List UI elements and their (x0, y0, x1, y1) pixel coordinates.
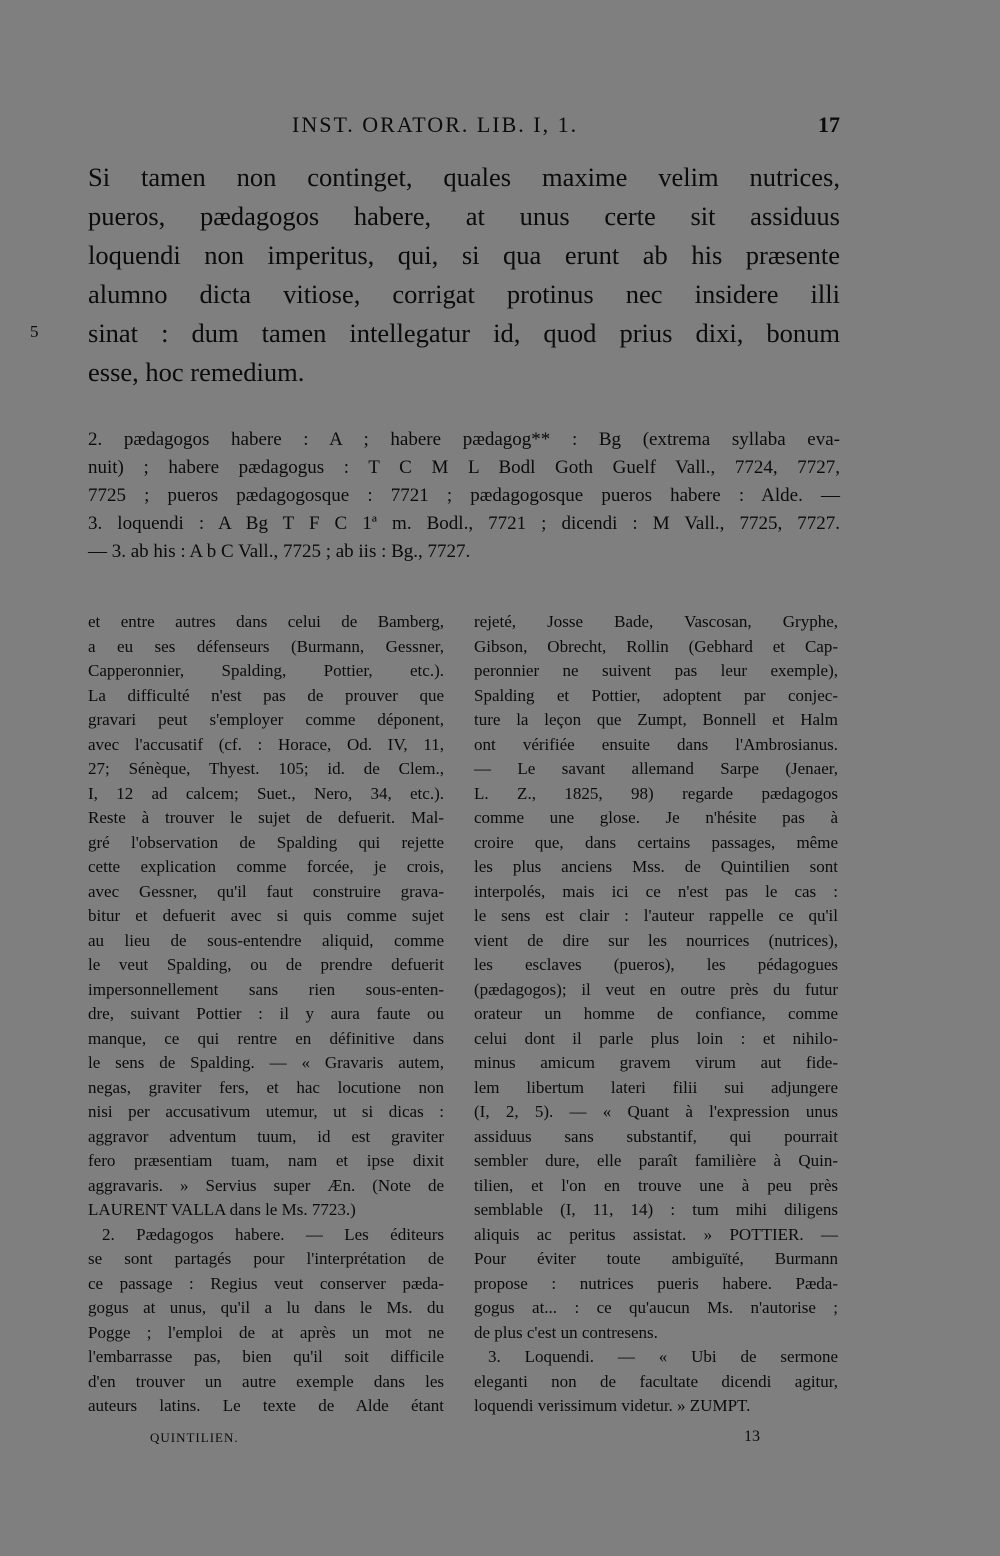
note-line: nisi per accusativum utemur, ut si dicas : (88, 1102, 444, 1121)
note-line: dre, suivant Pottier : il y aura faute ou (88, 1004, 444, 1023)
note-line: les esclaves (pueros), les pédagogues (474, 955, 838, 974)
note-line: impersonnellement sans rien sous-enten- (88, 979, 444, 999)
text-line: sinat : dum tamen intellegatur id, quod prius dixi, bonum (88, 318, 840, 348)
note-line: sembler dure, elle paraît familière à Quin- (474, 1151, 838, 1170)
note-line: ont vérifiée ensuite dans l'Ambrosianus. (474, 734, 838, 754)
page-number: 17 (818, 112, 840, 137)
note-line: aggravaris. » Servius super Æn. (Note de (88, 1175, 444, 1195)
apparatus-line: 3. loquendi : A Bg T F C 1ª m. Bodl., 7721 ; dicendi : M Vall., 7725, 7727. (88, 513, 840, 534)
note-line: (I, 2, 5). — « Quant à l'expression unus (474, 1102, 838, 1121)
note-line: gogus at... : ce qu'aucun Ms. n'autorise ; (474, 1298, 838, 1317)
critical-apparatus (88, 426, 840, 566)
note-line: ce passage : Regius veut conserver pæda- (88, 1273, 444, 1293)
note-line: celui dont il parle plus loin : et nihilo- (474, 1028, 838, 1048)
note-line: vient de dire sur les nourrices (nutrices), (474, 930, 838, 950)
note-line: eleganti non de facultate dicendi agitur, (474, 1371, 838, 1391)
note-line: rejeté, Josse Bade, Vascosan, Gryphe, (474, 612, 838, 631)
note-line: orateur un homme de confiance, comme (474, 1004, 838, 1023)
text-line: alumno dicta vitiose, corrigat protinus nec insidere illi (88, 279, 840, 309)
note-line: peronnier ne suivent pas leur exemple), (474, 661, 838, 680)
apparatus-line: nuit) ; habere pædagogus : T C M L Bodl Goth Guelf Vall., 7724, 7727, (88, 457, 840, 478)
note-line: tilien, et l'on en trouve une à peu près (474, 1175, 838, 1195)
text-line: pueros, pædagogos habere, at unus certe sit assiduus (88, 201, 840, 231)
note-line: le sens de Spalding. — « Gravaris autem, (88, 1053, 444, 1072)
note-line: de plus c'est un contresens. (474, 1322, 658, 1342)
notes-column-right (474, 610, 838, 1419)
note-line: negas, graviter fers, et hac locutione non (88, 1077, 444, 1097)
text-line: Si tamen non continget, quales maxime velim nutrices, (88, 162, 840, 192)
note-line: Capperonnier, Spalding, Pottier, etc.). (88, 661, 444, 680)
note-line: croire que, dans certains passages, même (474, 832, 838, 852)
note-line: propose : nutrices pueris habere. Pæda- (474, 1273, 838, 1293)
note-line: se sont partagés pour l'interprétation de (88, 1249, 444, 1268)
note-line: 2. Pædagogos habere. — Les éditeurs (102, 1224, 444, 1244)
note-line: L. Z., 1825, 98) regarde pædagogos (474, 783, 838, 803)
running-title: INST. ORATOR. LIB. I, 1. (292, 112, 579, 137)
note-line: minus amicum gravem virum aut fide- (474, 1053, 838, 1072)
note-line: lem libertum lateri filii sui adjungere (474, 1077, 838, 1097)
note-line: le veut Spalding, ou de prendre defuerit (88, 955, 444, 974)
note-line: d'en trouver un autre exemple dans les (88, 1371, 444, 1391)
note-line: Gibson, Obrecht, Rollin (Gebhard et Cap- (474, 636, 838, 656)
note-line: avec Gessner, qu'il faut construire grava- (88, 881, 444, 901)
note-line: au lieu de sous-entendre aliquid, comme (88, 930, 444, 950)
note-line: comme une glose. Je n'hésite pas à (474, 808, 838, 827)
note-line: La difficulté n'est pas de prouver que (88, 685, 444, 705)
note-line: (pædagogos); il veut en outre près du futur (474, 979, 838, 999)
line-number: 5 (30, 322, 39, 341)
note-line: auteurs latins. Le texte de Alde étant (88, 1396, 444, 1415)
apparatus-line: 2. pædagogos habere : A ; habere pædagog** : Bg (extrema syllaba eva- (88, 429, 840, 450)
notes-column-left (88, 610, 444, 1419)
running-header (88, 112, 840, 142)
note-line: Pogge ; l'emploi de at après un mot ne (88, 1322, 444, 1342)
note-line: Pour éviter toute ambiguïté, Burmann (474, 1249, 838, 1268)
note-line: gogus at unus, qu'il a lu dans le Ms. du (88, 1298, 444, 1317)
apparatus-line: — 3. ab his : A b C Vall., 7725 ; ab iis : Bg., 7727. (88, 541, 471, 562)
footer-signature: QUINTILIEN. (150, 1430, 239, 1445)
note-line: a eu ses défenseurs (Burmann, Gessner, (88, 636, 444, 656)
note-line: les plus anciens Mss. de Quintilien sont (474, 857, 838, 876)
note-line: loquendi verissimum videtur. » ZUMPT. (474, 1396, 751, 1415)
note-line: aggravor adventum tuum, id est graviter (88, 1126, 444, 1146)
note-line: fero præsentiam tuam, nam et ipse dixit (88, 1151, 444, 1170)
note-line: 27; Sénèque, Thyest. 105; id. de Clem., (88, 759, 444, 778)
note-line: cette explication comme forcée, je crois, (88, 857, 444, 876)
note-line: interpolés, mais ici ce n'est pas le cas : (474, 881, 838, 901)
note-line: I, 12 ad calcem; Suet., Nero, 34, etc.). (88, 783, 444, 803)
note-line: — Le savant allemand Sarpe (Jenaer, (474, 759, 838, 778)
note-line: 3. Loquendi. — « Ubi de sermone (488, 1347, 838, 1366)
note-line: manque, ce qui rentre en définitive dans (88, 1028, 444, 1048)
note-line: avec l'accusatif (cf. : Horace, Od. IV, 11, (88, 734, 444, 754)
main-latin-text (88, 158, 840, 392)
note-line: assiduus sans substantif, qui pourrait (474, 1126, 838, 1146)
note-line: l'embarrasse pas, bien qu'il soit difficile (88, 1347, 444, 1366)
note-line: et entre autres dans celui de Bamberg, (88, 612, 444, 631)
note-line: LAURENT VALLA dans le Ms. 7723.) (88, 1200, 356, 1219)
note-line: gré l'observation de Spalding qui rejette (88, 832, 444, 852)
note-line: Reste à trouver le sujet de defuerit. Mal- (88, 808, 444, 827)
note-line: gravari peut s'employer comme déponent, (88, 710, 444, 729)
note-line: bitur et defuerit avec si quis comme sujet (88, 906, 444, 925)
note-line: aliquis ac peritus assistat. » POTTIER. — (474, 1224, 838, 1244)
apparatus-line: 7725 ; pueros pædagogosque : 7721 ; pædagogosque pueros habere : Alde. — (88, 485, 840, 506)
note-line: Spalding et Pottier, adoptent par conjec- (474, 685, 838, 705)
note-line: le sens est clair : l'auteur rappelle ce qu'il (474, 906, 838, 925)
note-line: ture la leçon que Zumpt, Bonnell et Halm (474, 710, 838, 729)
text-line: esse, hoc remedium. (88, 357, 305, 387)
footer-sheet-number: 13 (744, 1428, 760, 1445)
note-line: semblable (I, 11, 14) : tum mihi diligens (474, 1200, 838, 1219)
text-line: loquendi non imperitus, qui, si qua erunt ab his præsente (88, 240, 840, 270)
